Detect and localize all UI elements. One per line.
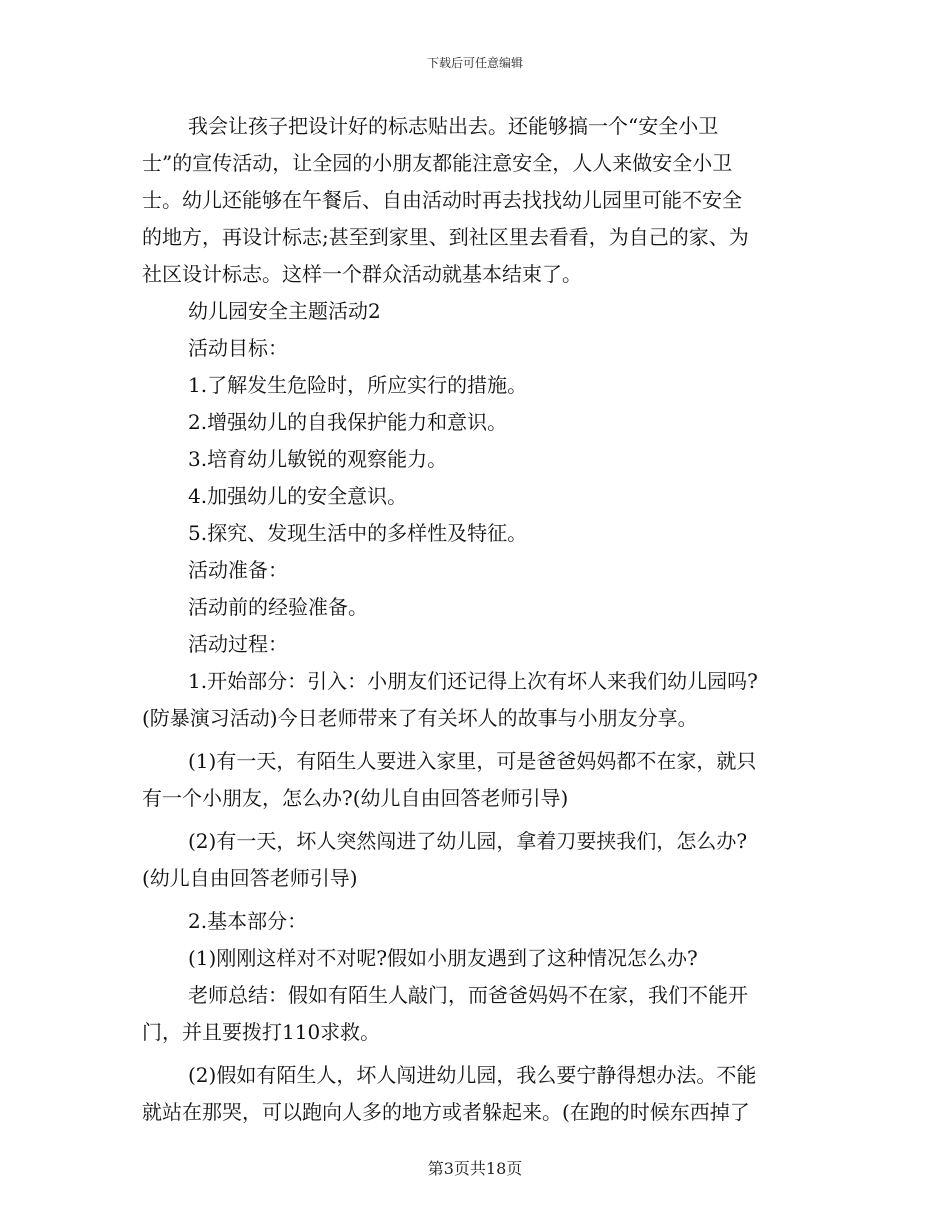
subheading: 活动准备： xyxy=(188,558,288,582)
paragraph-line: (1)刚刚这样对不对呢?假如小朋友遇到了这种情况怎么办? xyxy=(188,946,698,970)
paragraph-line: 1.开始部分：引入：小朋友们还记得上次有坏人来我们幼儿园吗? xyxy=(188,669,758,693)
paragraph-line: 老师总结：假如有陌生人敲门，而爸爸妈妈不在家，我们不能开 xyxy=(188,983,748,1007)
paragraph-line: (防暴演习活动)今日老师带来了有关坏人的故事与小朋友分享。 xyxy=(142,706,698,730)
list-item: 5.探究、发现生活中的多样性及特征。 xyxy=(188,521,528,545)
page-header-note: 下载后可任意编辑 xyxy=(426,56,523,70)
subheading: 2.基本部分： xyxy=(188,909,308,933)
paragraph-line: 士”的宣传活动，让全园的小朋友都能注意安全，人人来做安全小卫 xyxy=(142,151,733,175)
paragraph-line: (2)有一天，坏人突然闯进了幼儿园，拿着刀要挟我们，怎么办? xyxy=(188,829,748,853)
paragraph-line: 的地方，再设计标志;甚至到家里、到社区里去看看，为自己的家、为 xyxy=(142,225,749,249)
paragraph-line: 士。幼儿还能够在午餐后、自由活动时再去找找幼儿园里可能不安全 xyxy=(142,188,742,212)
document-body xyxy=(142,108,810,1131)
paragraph-line: 我会让孩子把设计好的标志贴出去。还能够搞一个“安全小卫 xyxy=(188,114,719,138)
subheading: 活动过程： xyxy=(188,632,288,656)
paragraph-line: 有一个小朋友，怎么办?(幼儿自由回答老师引导) xyxy=(142,786,569,810)
subheading: 活动目标： xyxy=(188,336,288,360)
paragraph-line: (幼儿自由回答老师引导) xyxy=(142,866,358,890)
paragraph-line: 活动前的经验准备。 xyxy=(188,595,368,619)
paragraph-line: (2)假如有陌生人，坏人闯进幼儿园，我么要宁静得想办法。不能 xyxy=(188,1063,757,1087)
list-item: 2.增强幼儿的自我保护能力和意识。 xyxy=(188,410,508,434)
paragraph-line: (1)有一天，有陌生人要进入家里，可是爸爸妈妈都不在家，就只 xyxy=(188,749,757,773)
paragraph-line: 社区设计标志。这样一个群众活动就基本结束了。 xyxy=(142,262,582,286)
page-number-footer: 第3页共18页 xyxy=(427,1159,523,1178)
list-item: 4.加强幼儿的安全意识。 xyxy=(188,484,408,508)
list-item: 3.培育幼儿敏锐的观察能力。 xyxy=(188,447,448,471)
paragraph-line: 门，并且要拨打110求救。 xyxy=(142,1020,381,1044)
paragraph-line: 就站在那哭，可以跑向人多的地方或者躲起来。(在跑的时候东西掉了 xyxy=(142,1100,750,1124)
list-item: 1.了解发生危险时，所应实行的措施。 xyxy=(188,373,528,397)
section-heading: 幼儿园安全主题活动2 xyxy=(188,299,381,323)
